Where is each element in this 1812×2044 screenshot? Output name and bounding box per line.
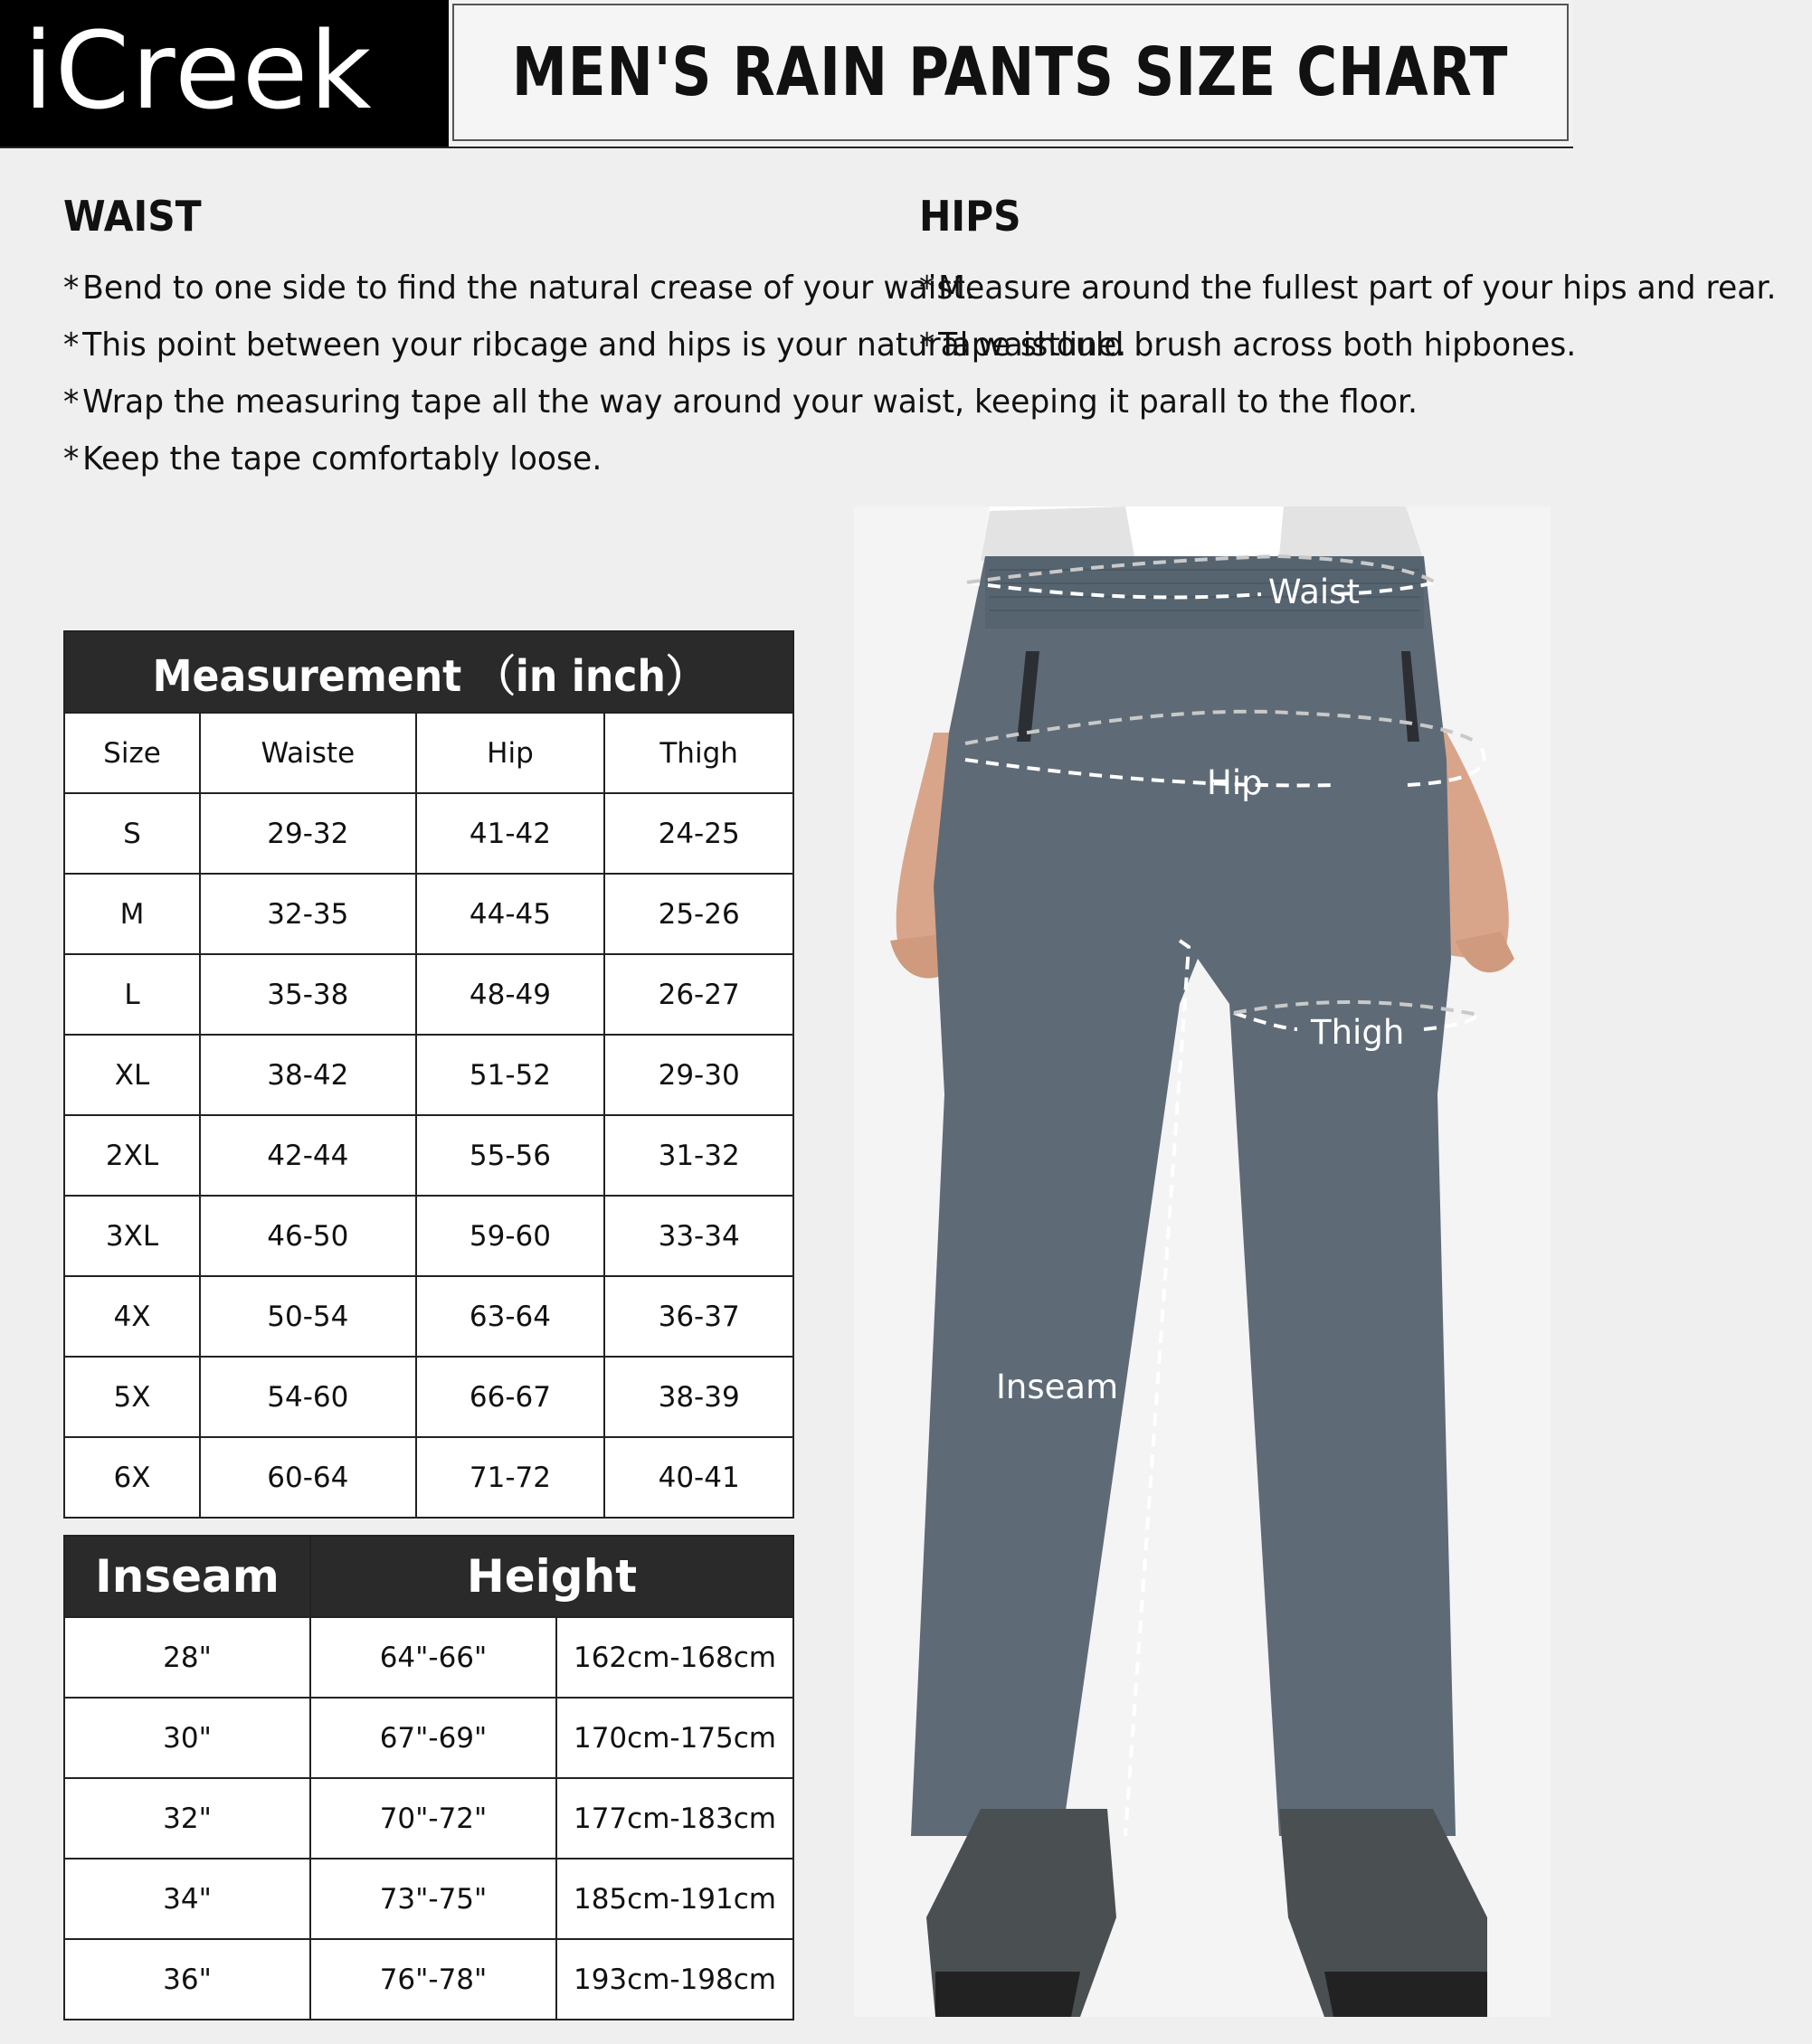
waist-tip-1: * Bend to one side to find the natural crease of your waist. <box>63 270 1418 307</box>
table-cell: 48-49 <box>416 954 605 1035</box>
table-cell: Hip <box>416 713 605 793</box>
inseam-label: Inseam <box>996 1367 1119 1406</box>
waist-heading: WAIST <box>63 192 202 241</box>
table-cell: 185cm-191cm <box>556 1859 793 1939</box>
table-cell: 44-45 <box>416 874 605 954</box>
page-title: MEN'S RAIN PANTS SIZE CHART <box>512 33 1509 111</box>
table-row <box>64 793 793 874</box>
table-cell: 32-35 <box>200 874 416 954</box>
table-row <box>64 1778 793 1859</box>
inseam-table <box>63 1535 794 2020</box>
pants-illustration <box>854 506 1551 2017</box>
table-cell: 34" <box>64 1859 310 1939</box>
table-cell: 40-41 <box>604 1437 793 1518</box>
table-cell: 38-42 <box>200 1035 416 1115</box>
thigh-label: Thigh <box>1311 1013 1405 1052</box>
table-row <box>64 1859 793 1939</box>
hip-label: Hip <box>1207 763 1263 802</box>
height-header: Height <box>310 1536 793 1617</box>
waist-tip-2: * This point between your ribcage and hips is your natural waistline. <box>63 326 1418 364</box>
table-cell: 29-32 <box>200 793 416 874</box>
waist-tip-4: * Keep the tape comfortably loose. <box>63 440 1418 478</box>
table-cell: 64"-66" <box>310 1617 556 1698</box>
table-row <box>64 954 793 1035</box>
table-cell: 46-50 <box>200 1196 416 1276</box>
measurement-table <box>63 630 794 1519</box>
waist-label: Waist <box>1268 573 1360 611</box>
table-cell: 71-72 <box>416 1437 605 1518</box>
table-cell: 76"-78" <box>310 1939 556 2020</box>
table-cell: 36" <box>64 1939 310 2020</box>
table-row <box>64 1196 793 1276</box>
table-cell: 28" <box>64 1617 310 1698</box>
measurement-table-title: Measurement （in inch） <box>64 631 793 713</box>
table-cell: 67"-69" <box>310 1698 556 1778</box>
table-cell: S <box>64 793 200 874</box>
table-cell: XL <box>64 1035 200 1115</box>
table-cell: Thigh <box>604 713 793 793</box>
table-row <box>64 1357 793 1437</box>
hips-tip-1: * Measure around the fullest part of your hips and rear. <box>919 270 1776 307</box>
measurement-column-headers <box>64 713 793 793</box>
table-cell: 55-56 <box>416 1115 605 1196</box>
table-cell: 42-44 <box>200 1115 416 1196</box>
table-cell: 66-67 <box>416 1357 605 1437</box>
table-cell: 73"-75" <box>310 1859 556 1939</box>
table-cell: 24-25 <box>604 793 793 874</box>
table-cell: 5X <box>64 1357 200 1437</box>
table-row <box>64 1698 793 1778</box>
table-cell: 31-32 <box>604 1115 793 1196</box>
table-cell: 38-39 <box>604 1357 793 1437</box>
waist-tip-3: * Wrap the measuring tape all the way around your waist, keeping it parall to the floor. <box>63 383 1418 421</box>
table-cell: 33-34 <box>604 1196 793 1276</box>
table-cell: 54-60 <box>200 1357 416 1437</box>
table-row <box>64 1115 793 1196</box>
table-row <box>64 1035 793 1115</box>
table-cell: Size <box>64 713 200 793</box>
table-cell: 59-60 <box>416 1196 605 1276</box>
table-row <box>64 1276 793 1357</box>
header <box>0 0 1573 148</box>
table-cell: 63-64 <box>416 1276 605 1357</box>
table-cell: 60-64 <box>200 1437 416 1518</box>
table-cell: 35-38 <box>200 954 416 1035</box>
table-cell: M <box>64 874 200 954</box>
table-cell: 177cm-183cm <box>556 1778 793 1859</box>
table-cell: 41-42 <box>416 793 605 874</box>
table-row <box>64 1939 793 2020</box>
table-cell: 26-27 <box>604 954 793 1035</box>
table-cell: 30" <box>64 1698 310 1778</box>
table-cell: 2XL <box>64 1115 200 1196</box>
brand-logo <box>0 0 449 147</box>
table-cell: 25-26 <box>604 874 793 954</box>
table-cell: 3XL <box>64 1196 200 1276</box>
table-row <box>64 874 793 954</box>
hips-heading: HIPS <box>919 192 1021 241</box>
title-box <box>452 4 1569 141</box>
table-cell: 193cm-198cm <box>556 1939 793 2020</box>
hips-tips <box>919 270 1812 383</box>
table-cell: Waiste <box>200 713 416 793</box>
table-cell: L <box>64 954 200 1035</box>
table-cell: 51-52 <box>416 1035 605 1115</box>
table-row <box>64 1437 793 1518</box>
table-cell: 32" <box>64 1778 310 1859</box>
hips-tip-2: * Tape should brush across both hipbones. <box>919 326 1776 364</box>
table-cell: 170cm-175cm <box>556 1698 793 1778</box>
table-cell: 36-37 <box>604 1276 793 1357</box>
pants-photo <box>854 506 1551 2017</box>
logo-text: iCreek <box>24 8 374 133</box>
inseam-header: Inseam <box>64 1536 310 1617</box>
table-cell: 6X <box>64 1437 200 1518</box>
table-row <box>64 1617 793 1698</box>
table-cell: 70"-72" <box>310 1778 556 1859</box>
table-cell: 50-54 <box>200 1276 416 1357</box>
table-cell: 162cm-168cm <box>556 1617 793 1698</box>
table-cell: 4X <box>64 1276 200 1357</box>
table-cell: 29-30 <box>604 1035 793 1115</box>
